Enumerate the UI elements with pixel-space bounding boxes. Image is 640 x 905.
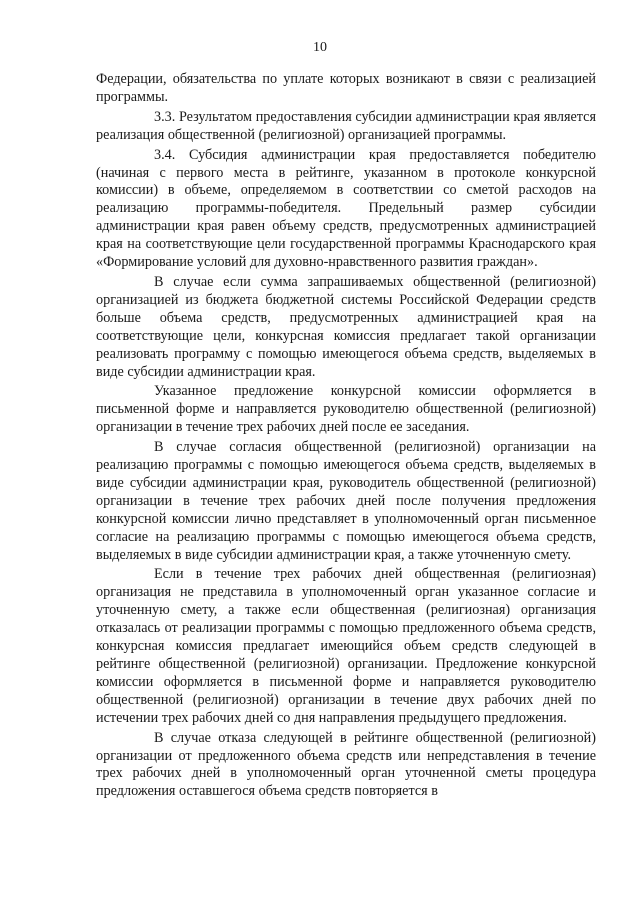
- paragraph-no-consent: Если в течение трех рабочих дней общественная (религиозная) организация не представила в уполномоченный орган указанное согласие и уточненную смету, а также если общественная (религиозная) организация отказалась от реализации программы с помощью предложенного объема средств, конкурсная комиссия предлагает имеющийся объем средств следующей в рейтинге общественной (религиозной) организации. Предложение конкурсной комиссии оформляется в письменной форме и направляется руководителю общественной (религиозной) организации в течение двух рабочих дней по истечении трех рабочих дней со дня направления предыдущего предложения.: [96, 566, 596, 726]
- paragraph-continuation: Федерации, обязательства по уплате которых возникают в связи с реализацией программы.: [96, 71, 596, 105]
- paragraph-consent: В случае согласия общественной (религиозной) организации на реализацию программы с помощью имеющегося объема средств, выделяемых в виде субсидии администрации края, руководитель общественной (религиозной) организации в течение трех рабочих дней после получения предложения конкурсной комиссии лично представляет в уполномоченный орган письменное согласие на реализацию программы с помощью имеющегося объема средств, выделяемых в виде субсидии администрации края, а также уточненную смету.: [96, 439, 596, 563]
- paragraph-offer-form: Указанное предложение конкурсной комиссии оформляется в письменной форме и направляется руководителю общественной (религиозной) организации в течение трех рабочих дней после ее заседания.: [96, 383, 596, 436]
- page-number: 10: [313, 40, 327, 55]
- paragraph-refusal: В случае отказа следующей в рейтинге общественной (религиозной) организации от предложенного объема средств или непредставления в течение трех рабочих дней в уполномоченный орган уточненной сметы процедура предложения оставшегося объема средств повторяется в: [96, 729, 596, 800]
- paragraph-3-3: 3.3. Результатом предоставления субсидии администрации края является реализация общественной (религиозной) организацией программы.: [96, 108, 596, 143]
- paragraph-3-4: 3.4. Субсидия администрации края предоставляется победителю (начиная с первого места в рейтинге, указанном в протоколе конкурсной комиссии) в объеме, определяемом в соответствии со сметой расходов на реализацию программы-победителя. Предельный размер субсидии администрации края равен объему средств, предусмотренных администрацией края на соответствующие цели государственной программы Краснодарского края «Формирование условий для духовно-нравственного развития граждан».: [96, 146, 596, 271]
- document-body: [96, 71, 596, 801]
- paragraph-excess-request: В случае если сумма запрашиваемых общественной (религиозной) организацией из бюджета бюджетной системы Российской Федерации средств больше объема средств, предусмотренных администрацией края на соответствующие цели, конкурсная комиссия предлагает такой организации реализовать программу с помощью имеющегося объема средств, выделяемых в виде субсидии администрации края.: [96, 273, 596, 380]
